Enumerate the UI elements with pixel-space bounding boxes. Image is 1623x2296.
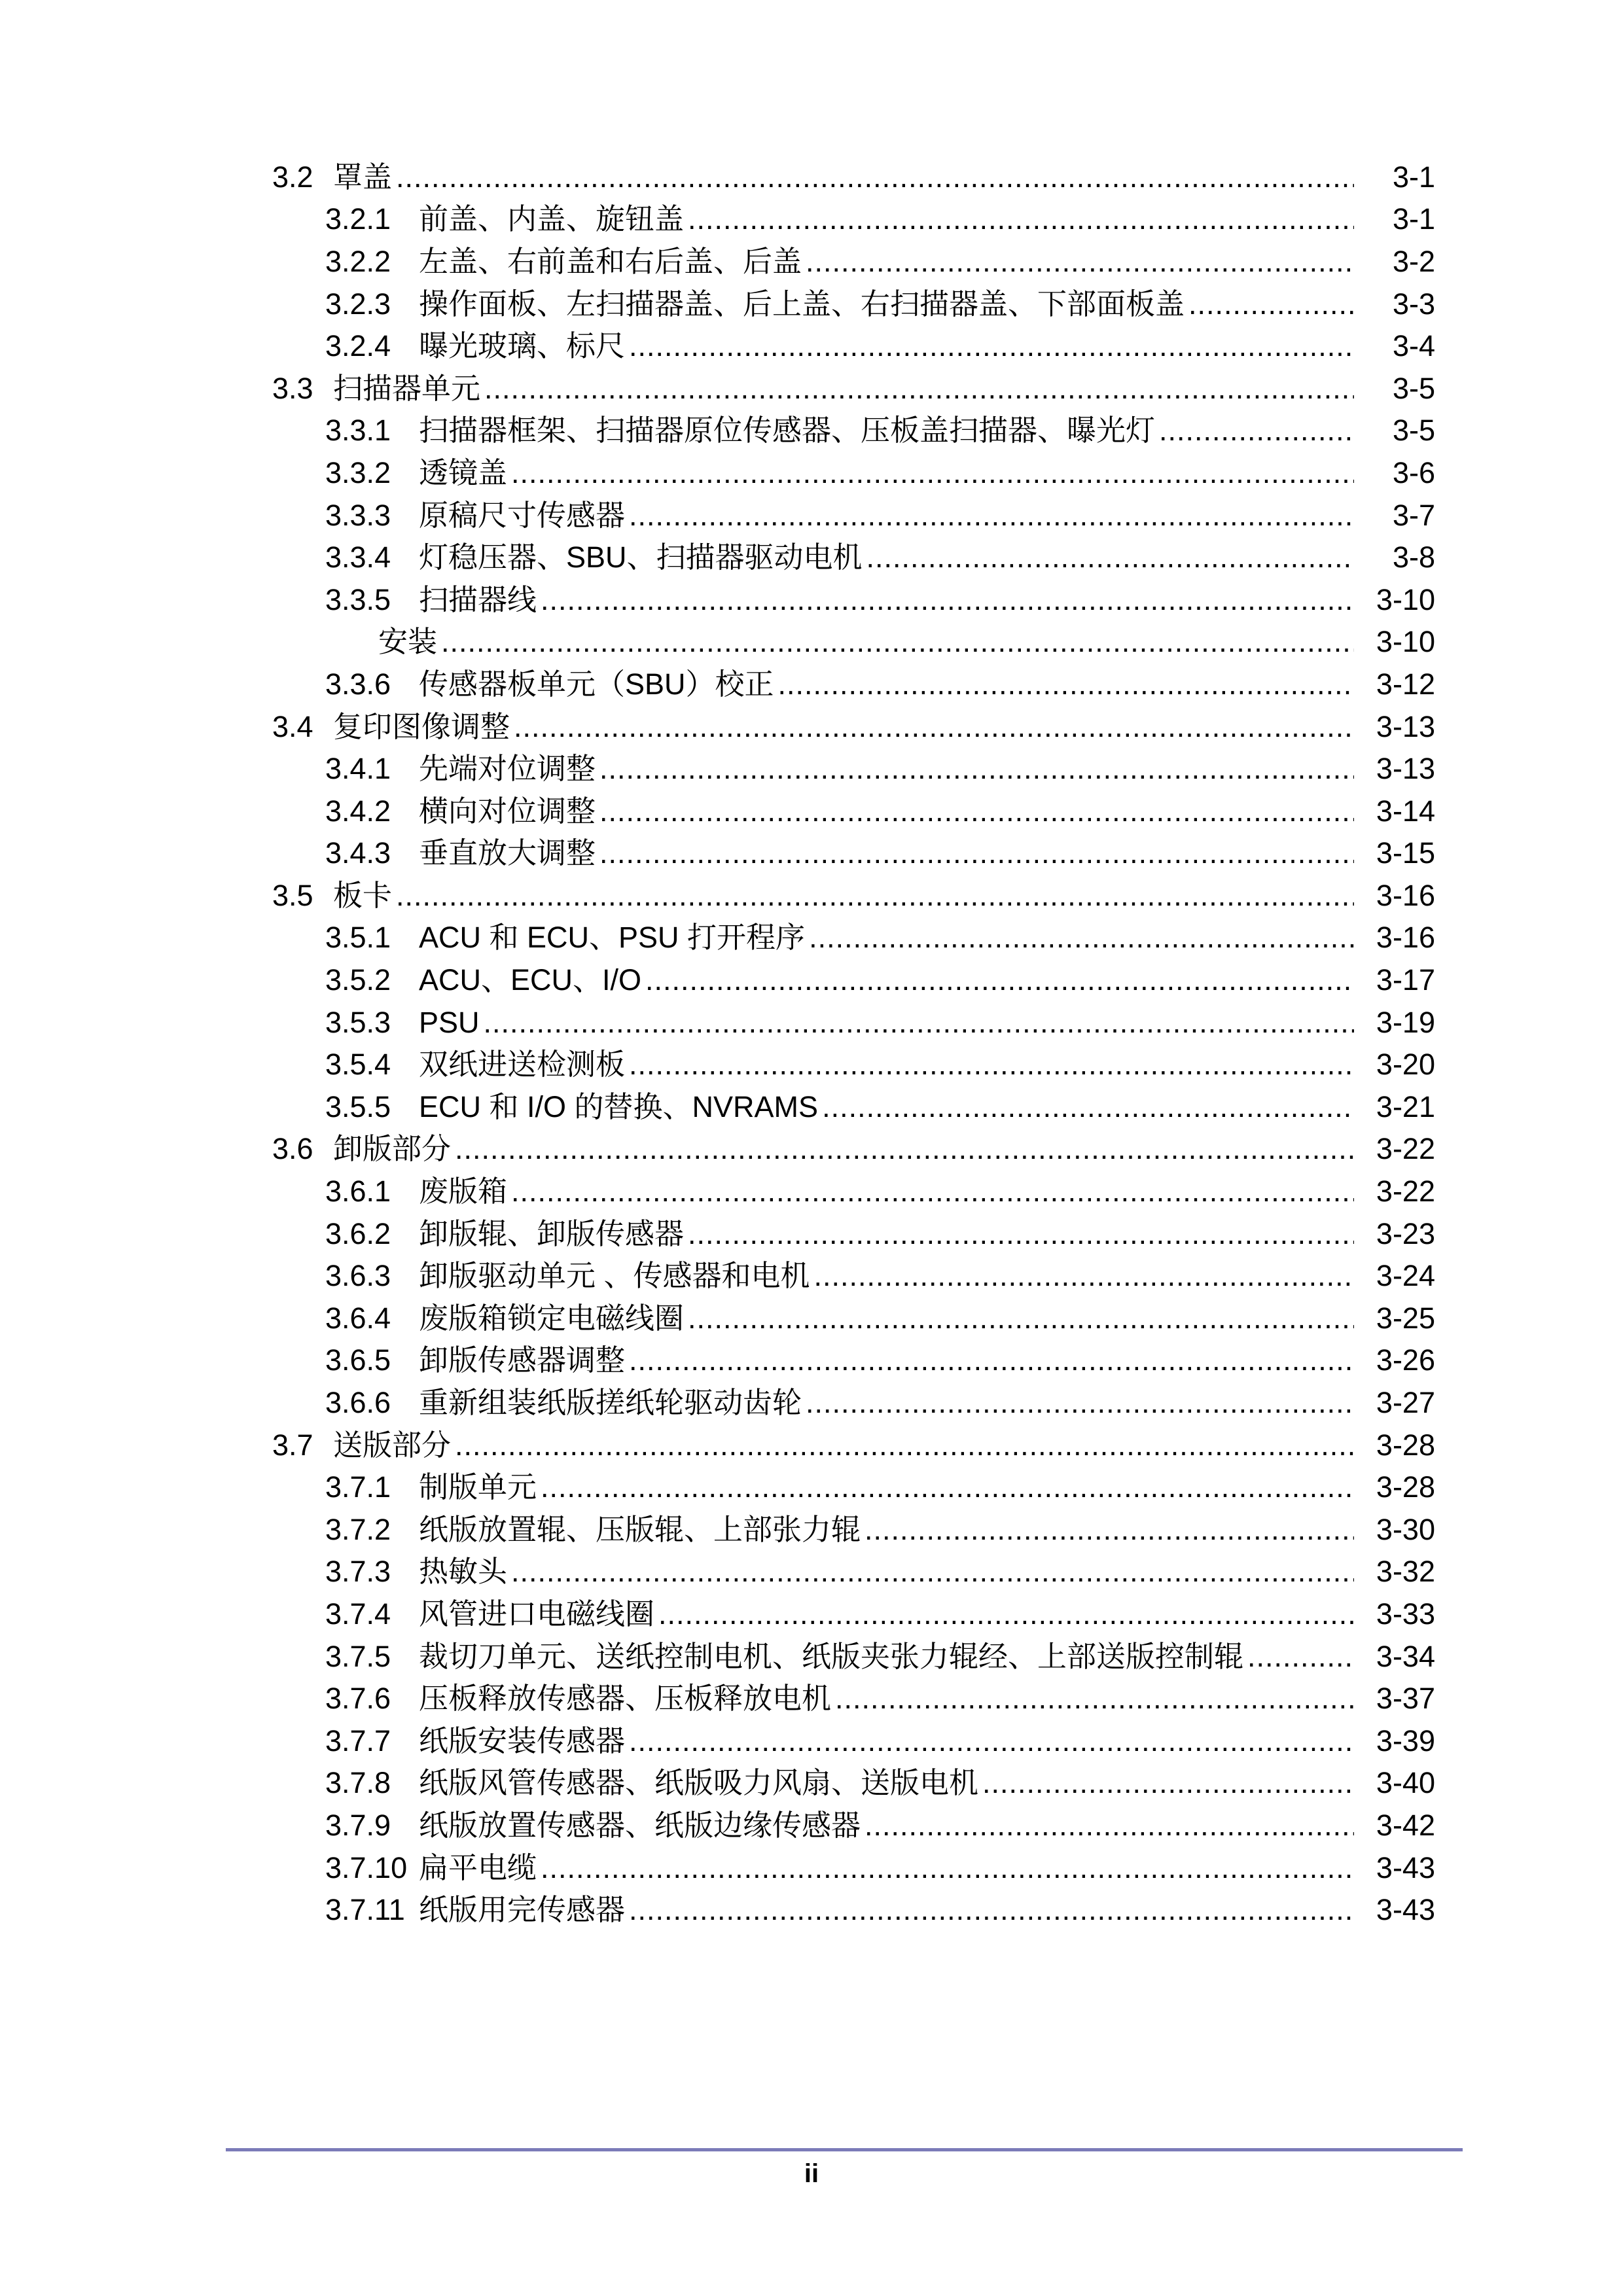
toc-entry-title: 送版部分: [333, 1428, 452, 1462]
toc-entry[interactable]: [0, 1762, 1623, 1805]
toc-entry-page: 3-30: [1376, 1512, 1435, 1546]
toc-dot-leader: [396, 162, 1354, 192]
toc-entry[interactable]: [0, 1128, 1623, 1171]
toc-entry-title: 操作面板、左扫描器盖、后上盖、右扫描器盖、下部面板盖: [419, 287, 1185, 321]
toc-entry-title: 纸版放置辊、压版辊、上部张力辊: [419, 1512, 861, 1546]
toc-dot-leader: [484, 1008, 1354, 1037]
toc-dot-leader: [865, 1515, 1354, 1544]
toc-entry[interactable]: [0, 494, 1623, 537]
toc-dot-leader: [511, 1557, 1354, 1586]
toc-entry-number: 3.4.2: [325, 794, 391, 828]
toc-entry[interactable]: [0, 198, 1623, 241]
toc-entry-page: 3-16: [1376, 878, 1435, 912]
toc-entry[interactable]: [0, 1508, 1623, 1551]
toc-entry-page: 3-17: [1376, 963, 1435, 997]
toc-entry[interactable]: [0, 1466, 1623, 1508]
toc-dot-leader: [599, 796, 1354, 826]
toc-entry-title: 风管进口电磁线圈: [419, 1597, 655, 1631]
toc-entry-page: 3-39: [1376, 1723, 1435, 1757]
footer-rule: [226, 2148, 1463, 2151]
toc-entry-number: 3.2.2: [325, 244, 391, 278]
toc-entry-number: 3.6.3: [325, 1259, 391, 1293]
toc-entry-number: 3.4.1: [325, 752, 391, 786]
toc-entry-page: 3-4: [1392, 329, 1435, 363]
toc-entry[interactable]: [0, 1720, 1623, 1762]
toc-entry[interactable]: [0, 367, 1623, 410]
toc-entry-title: 曝光玻璃、标尺: [419, 329, 626, 363]
toc-entry[interactable]: [0, 1804, 1623, 1846]
toc-entry[interactable]: [0, 1254, 1623, 1297]
toc-entry-number: 3.5.5: [325, 1089, 391, 1123]
toc-entry-number: 3.7.4: [325, 1597, 391, 1631]
toc-entry[interactable]: [0, 1677, 1623, 1720]
toc-entry-title: 裁切刀单元、送纸控制电机、纸版夹张力辊经、上部送版控制辊: [419, 1639, 1244, 1673]
toc-entry-page: 3-19: [1376, 1005, 1435, 1039]
toc-entry-number: 3.7.9: [325, 1808, 391, 1842]
toc-entry-page: 3-16: [1376, 921, 1435, 955]
toc-entry-number: 3.2: [272, 160, 313, 194]
toc-dot-leader: [1247, 1642, 1354, 1671]
toc-entry-number: 3.5.1: [325, 921, 391, 955]
toc-dot-leader: [599, 754, 1354, 783]
toc-entry-title: PSU: [419, 1005, 480, 1039]
toc-entry-page: 3-40: [1376, 1766, 1435, 1800]
toc-entry-page: 3-28: [1376, 1470, 1435, 1504]
toc-dot-leader: [511, 1176, 1354, 1206]
toc-entry-number: 3.7.8: [325, 1766, 391, 1800]
toc-dot-leader: [514, 712, 1354, 741]
toc-entry[interactable]: [0, 1086, 1623, 1128]
toc-entry-page: 3-32: [1376, 1555, 1435, 1589]
toc-entry-title: 垂直放大调整: [419, 836, 596, 870]
toc-entry[interactable]: [0, 156, 1623, 198]
toc-dot-leader: [1159, 415, 1354, 445]
toc-entry[interactable]: [0, 283, 1623, 325]
toc-entry-number: 3.5.4: [325, 1048, 391, 1082]
toc-entry-number: 3.4.3: [325, 836, 391, 870]
toc-entry-number: 3.3.2: [325, 455, 391, 489]
toc-entry-number: 3.7.6: [325, 1682, 391, 1716]
toc-entry-number: 3.3.1: [325, 414, 391, 448]
toc-entry-title: 压板释放传感器、压板释放电机: [419, 1682, 832, 1716]
toc-entry-title: 原稿尺寸传感器: [419, 498, 626, 532]
toc-entry-number: 3.6.1: [325, 1174, 391, 1209]
toc-entry[interactable]: [0, 1170, 1623, 1212]
toc-entry-number: 3.3: [272, 371, 313, 405]
toc-entry-page: 3-12: [1376, 667, 1435, 701]
toc-dot-leader: [629, 331, 1354, 361]
toc-entry-title: 卸版辊、卸版传感器: [419, 1216, 685, 1250]
toc-entry[interactable]: [0, 1593, 1623, 1635]
toc-entry-title: 扁平电缆: [419, 1850, 537, 1884]
toc-entry[interactable]: [0, 874, 1623, 917]
toc-entry-page: 3-13: [1376, 752, 1435, 786]
toc-entry-title: 重新组装纸版搓纸轮驱动齿轮: [419, 1386, 802, 1420]
toc-dot-leader: [688, 1303, 1354, 1333]
toc-entry-page: 3-34: [1376, 1639, 1435, 1673]
toc-entry-page: 3-28: [1376, 1428, 1435, 1462]
toc-entry-title: 卸版驱动单元 、传感器和电机: [419, 1259, 810, 1293]
toc-entry-title: 双纸进送检测板: [419, 1048, 626, 1082]
toc-dot-leader: [455, 1134, 1354, 1163]
toc-entry-number: 3.7: [272, 1428, 313, 1462]
toc-entry-page: 3-24: [1376, 1259, 1435, 1293]
toc-entry-number: 3.2.3: [325, 287, 391, 321]
toc-entry-page: 3-22: [1376, 1174, 1435, 1209]
toc-entry-page: 3-13: [1376, 709, 1435, 743]
toc-entry-number: 3.6.5: [325, 1343, 391, 1377]
toc-dot-leader: [541, 1853, 1354, 1882]
toc-dot-leader: [865, 1810, 1354, 1840]
toc-entry-title: 扫描器单元: [333, 371, 481, 405]
toc-dot-leader: [1188, 289, 1354, 319]
toc-entry-page: 3-3: [1392, 287, 1435, 321]
toc-entry[interactable]: [0, 663, 1623, 705]
toc-entry-title: 纸版安装传感器: [419, 1723, 626, 1757]
toc-dot-leader: [822, 1092, 1354, 1122]
toc-entry[interactable]: [0, 790, 1623, 832]
toc-entry-number: 3.6: [272, 1132, 313, 1166]
toc-entry-title: 废版箱锁定电磁线圈: [419, 1301, 685, 1335]
toc-entry-page: 3-37: [1376, 1682, 1435, 1716]
toc-entry-number: 3.7.10: [325, 1850, 408, 1884]
toc-entry[interactable]: [0, 1043, 1623, 1086]
toc-dot-leader: [629, 1895, 1354, 1924]
toc-entry-number: 3.4: [272, 709, 313, 743]
toc-entry-title: 前盖、内盖、旋钮盖: [419, 202, 685, 236]
toc-entry-title: 纸版用完传感器: [419, 1893, 626, 1927]
toc-dot-leader: [835, 1684, 1354, 1713]
toc-entry-page: 3-43: [1376, 1850, 1435, 1884]
toc-entry-page: 3-27: [1376, 1386, 1435, 1420]
toc-entry[interactable]: [0, 325, 1623, 367]
toc-entry-page: 3-1: [1392, 160, 1435, 194]
toc-entry-page: 3-33: [1376, 1597, 1435, 1631]
toc-entry-page: 3-21: [1376, 1089, 1435, 1123]
toc-dot-leader: [814, 1261, 1354, 1290]
toc-entry-page: 3-6: [1392, 455, 1435, 489]
toc-entry-number: 3.2.4: [325, 329, 391, 363]
toc-entry-page: 3-25: [1376, 1301, 1435, 1335]
toc-dot-leader: [599, 838, 1354, 868]
toc-entry-number: 3.7.2: [325, 1512, 391, 1546]
toc-dot-leader: [809, 923, 1354, 952]
toc-entry-title: 扫描器线: [419, 582, 537, 616]
toc-entry-page: 3-20: [1376, 1048, 1435, 1082]
toc-entry-title: 纸版放置传感器、纸版边缘传感器: [419, 1808, 861, 1842]
toc-entry-number: 3.5.2: [325, 963, 391, 997]
toc-entry[interactable]: [0, 1635, 1623, 1678]
toc-dot-leader: [396, 881, 1354, 910]
toc-entry-title: 复印图像调整: [333, 709, 510, 743]
toc-entry-number: 3.5: [272, 878, 313, 912]
toc-entry[interactable]: [0, 1381, 1623, 1424]
toc-entry[interactable]: [0, 1424, 1623, 1466]
toc-entry-number: 3.6.2: [325, 1216, 391, 1250]
toc-entry-title: 制版单元: [419, 1470, 537, 1504]
toc-entry[interactable]: [0, 832, 1623, 875]
toc-dot-leader: [541, 1472, 1354, 1502]
toc-entry-title: 板卡: [333, 878, 393, 912]
toc-dot-leader: [629, 1726, 1354, 1756]
toc-entry-title: 安装: [378, 625, 438, 659]
toc-entry-page: 3-14: [1376, 794, 1435, 828]
toc-dot-leader: [866, 542, 1354, 572]
toc-entry[interactable]: [0, 705, 1623, 748]
toc-entry[interactable]: [0, 1001, 1623, 1044]
toc-dot-leader: [629, 1050, 1354, 1079]
toc-entry-title: ACU 和 ECU、PSU 打开程序: [419, 921, 806, 955]
toc-entry-title: 先端对位调整: [419, 752, 596, 786]
toc-entry-number: 3.7.7: [325, 1723, 391, 1757]
toc-entry[interactable]: [0, 917, 1623, 959]
toc-entry-page: 3-26: [1376, 1343, 1435, 1377]
toc-entry-title: ECU 和 I/O 的替换、NVRAMS: [419, 1089, 819, 1123]
toc-entry-page: 3-10: [1376, 582, 1435, 616]
toc-entry-number: 3.3.4: [325, 540, 391, 574]
toc-dot-leader: [629, 1345, 1354, 1375]
toc-dot-leader: [806, 1388, 1354, 1417]
toc-entry-title: ACU、ECU、I/O: [419, 963, 642, 997]
toc-dot-leader: [688, 204, 1354, 234]
toc-dot-leader: [778, 669, 1354, 699]
toc-dot-leader: [806, 247, 1354, 276]
toc-entry-title: 传感器板单元（SBU）校正: [419, 667, 774, 701]
toc-entry-page: 3-15: [1376, 836, 1435, 870]
toc-entry-page: 3-10: [1376, 625, 1435, 659]
toc-entry[interactable]: [0, 451, 1623, 494]
toc-entry-page: 3-43: [1376, 1893, 1435, 1927]
toc-entry-title: 卸版部分: [333, 1132, 452, 1166]
toc-entry[interactable]: [0, 959, 1623, 1001]
toc-entry-number: 3.5.3: [325, 1005, 391, 1039]
toc-entry-number: 3.3.3: [325, 498, 391, 532]
toc-entry[interactable]: [0, 1888, 1623, 1931]
toc-entry-number: 3.2.1: [325, 202, 391, 236]
toc-entry-page: 3-7: [1392, 498, 1435, 532]
toc-entry[interactable]: [0, 578, 1623, 621]
toc-dot-leader: [982, 1768, 1354, 1797]
toc-entry-number: 3.7.11: [325, 1893, 405, 1927]
toc-entry[interactable]: [0, 536, 1623, 578]
toc-dot-leader: [441, 627, 1354, 656]
toc-entry[interactable]: [0, 1212, 1623, 1255]
toc-entry[interactable]: [0, 621, 1623, 663]
toc-entry-number: 3.6.6: [325, 1386, 391, 1420]
toc-entry-title: 左盖、右前盖和右后盖、后盖: [419, 244, 802, 278]
toc-entry[interactable]: [0, 1551, 1623, 1593]
toc-dot-leader: [629, 501, 1354, 530]
toc-entry-number: 3.7.1: [325, 1470, 391, 1504]
toc-entry-title: 横向对位调整: [419, 794, 596, 828]
toc-entry-title: 纸版风管传感器、纸版吸力风扇、送版电机: [419, 1766, 979, 1800]
toc-entry-number: 3.3.6: [325, 667, 391, 701]
toc-entry-number: 3.7.5: [325, 1639, 391, 1673]
toc-entry-title: 卸版传感器调整: [419, 1343, 626, 1377]
toc-entry[interactable]: [0, 1846, 1623, 1889]
toc-entry-number: 3.6.4: [325, 1301, 391, 1335]
toc-entry[interactable]: [0, 747, 1623, 790]
toc-dot-leader: [541, 585, 1354, 614]
toc-entry-page: 3-5: [1392, 414, 1435, 448]
toc-entry-title: 透镜盖: [419, 455, 508, 489]
toc-entry-title: 灯稳压器、SBU、扫描器驱动电机: [419, 540, 863, 574]
toc-entry-page: 3-2: [1392, 244, 1435, 278]
toc-entry[interactable]: [0, 1339, 1623, 1382]
toc-dot-leader: [511, 458, 1354, 487]
toc-entry-title: 热敏头: [419, 1555, 508, 1589]
toc-dot-leader: [455, 1430, 1354, 1460]
toc-entry[interactable]: [0, 1297, 1623, 1339]
toc-entry-page: 3-1: [1392, 202, 1435, 236]
toc-entry-page: 3-42: [1376, 1808, 1435, 1842]
toc-dot-leader: [688, 1219, 1354, 1248]
toc-entry[interactable]: [0, 410, 1623, 452]
toc-entry-number: 3.7.3: [325, 1555, 391, 1589]
footer-page-number: ii: [804, 2159, 819, 2188]
toc-entry-page: 3-8: [1392, 540, 1435, 574]
toc-dot-leader: [658, 1599, 1354, 1629]
table-of-contents: [0, 156, 1623, 1931]
toc-dot-leader: [645, 965, 1354, 995]
toc-entry-page: 3-5: [1392, 371, 1435, 405]
toc-entry-page: 3-23: [1376, 1216, 1435, 1250]
toc-entry-title: 废版箱: [419, 1174, 508, 1209]
toc-entry-title: 罩盖: [333, 160, 393, 194]
toc-entry-page: 3-22: [1376, 1132, 1435, 1166]
toc-entry[interactable]: [0, 240, 1623, 283]
toc-entry-title: 扫描器框架、扫描器原位传感器、压板盖扫描器、曝光灯: [419, 414, 1156, 448]
toc-entry-number: 3.3.5: [325, 582, 391, 616]
toc-dot-leader: [484, 374, 1354, 403]
